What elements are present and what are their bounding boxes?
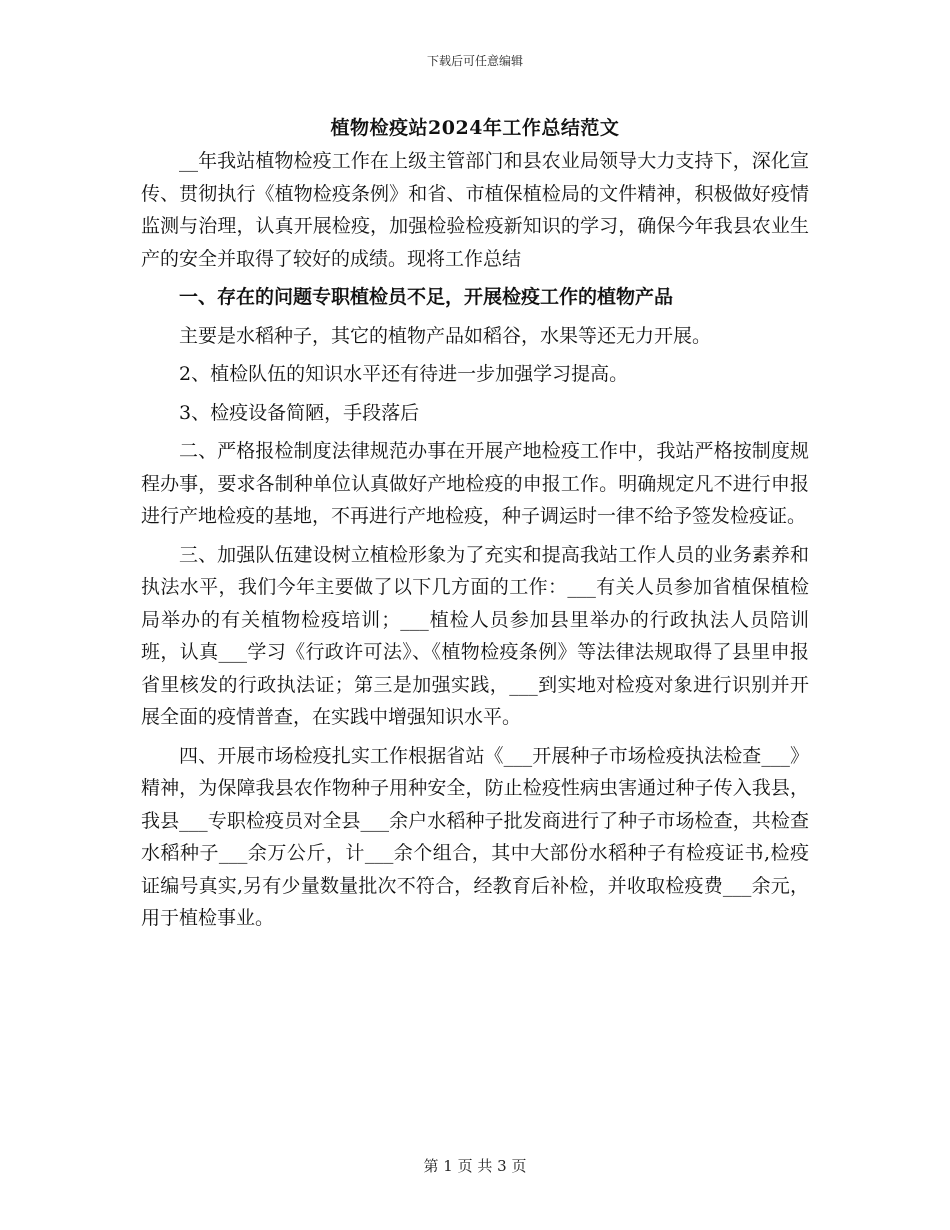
paragraph-section-two: 二、严格报检制度法律规范办事在开展产地检疫工作中，我站严格按制度规程办事，要求各制种单位认真做好产地检疫的申报工作。明确规定凡不进行申报进行产地检疫的基地，不再进行产地检疫，种子调运时一律不给予签发检疫证。 bbox=[141, 440, 809, 527]
paragraph-section-four: 四、开展市场检疫扎实工作根据省站《___开展种子市场检疫执法检查___》精神，为保障我县农作物种子用种安全，防止检疫性病虫害通过种子传入我县，我县___专职检疫员对全县___余户水稻种子批发商进行了种子市场检查，共检查水稻种子___余万公斤，计___余个组合，其中大部份水稻种子有检疫证书,检疫证编号真实,另有少量数量批次不符合，经教育后补检，并收取检疫费___余元，用于植检事业。 bbox=[141, 744, 809, 929]
paragraph-problems-3: 3、检疫设备简陋，手段落后 bbox=[179, 401, 420, 424]
document-title: 植物检疫站2024年工作总结范文 bbox=[330, 117, 620, 139]
paragraph-section-three: 三、加强队伍建设树立植检形象为了充实和提高我站工作人员的业务素养和执法水平，我们今年主要做了以下几方面的工作：___有关人员参加省植保植检局举办的有关植物检疫培训；___植检人员参加县里举办的行政执法人员陪训班，认真___学习《行政许可法》、《植物检疫条例》等法律法规取得了县里申报省里核发的行政执法证；第三是加强实践，___到实地对检疫对象进行识别并开展全面的疫情普查，在实践中增强知识水平。 bbox=[141, 543, 809, 728]
paragraph-problems-2: 2、植检队伍的知识水平还有待进一步加强学习提高。 bbox=[179, 363, 629, 385]
paragraph-problems-1: 主要是水稻种子，其它的植物产品如稻谷，水果等还无力开展。 bbox=[179, 324, 712, 347]
document-body bbox=[141, 145, 809, 935]
page-number: 第 1 页 共 3 页 bbox=[423, 1157, 527, 1175]
section-heading-problems: 一、存在的问题专职植检员不足，开展检疫工作的植物产品 bbox=[179, 286, 674, 308]
paragraph-intro: __年我站植物检疫工作在上级主管部门和县农业局领导大力支持下，深化宣传、贯彻执行《植物检疫条例》和省、市植保植检局的文件精神，积极做好疫情监测与治理，认真开展检疫，加强检验检疫新知识的学习，确保今年我县农业生产的安全并取得了较好的成绩。现将工作总结 bbox=[141, 150, 809, 270]
header-note: 下载后可任意编辑 bbox=[426, 54, 523, 68]
